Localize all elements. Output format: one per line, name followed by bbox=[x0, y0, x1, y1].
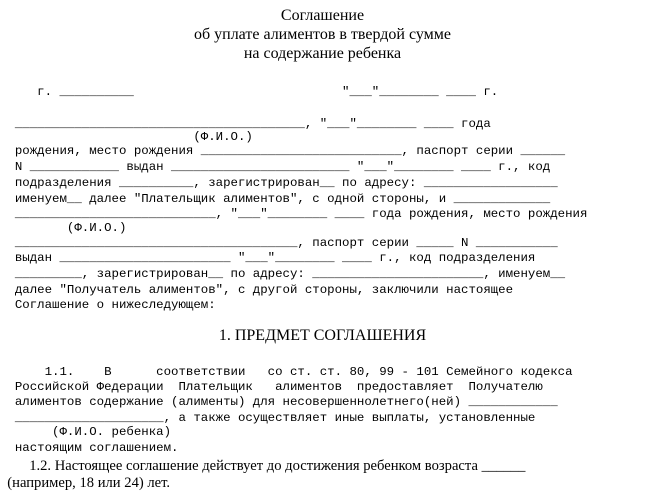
clause-line: настоящим соглашением. bbox=[0, 441, 179, 455]
preamble-line: Соглашение о нижеследующем: bbox=[0, 298, 216, 312]
preamble-line: подразделения __________, зарегистрирован__ по адресу: __________________ bbox=[0, 176, 558, 190]
preamble-line: рождения, место рождения ___________________________, паспорт серии ______ bbox=[0, 144, 566, 158]
preamble-line: (Ф.И.О.) bbox=[0, 130, 253, 144]
title-line-2: об уплате алиментов в твердой сумме bbox=[193, 26, 451, 43]
preamble-line: именуем__ далее "Плательщик алиментов", с одной стороны, и _____________ bbox=[0, 192, 551, 206]
preamble-line: г. __________ "___"________ ____ г. bbox=[0, 85, 499, 99]
title-line-1: Соглашение bbox=[280, 7, 365, 24]
preamble-line: N ____________ выдан ________________________ "___"________ ____ г., код bbox=[0, 160, 551, 174]
clause-line: (Ф.И.О. ребенка) bbox=[0, 425, 172, 439]
title-line-3: на содержание ребенка bbox=[243, 45, 402, 62]
clause-line: 1.2. Настоящее соглашение действует до достижения ребенком возраста ______ bbox=[0, 458, 526, 474]
section-1-heading: 1. ПРЕДМЕТ СОГЛАШЕНИЯ bbox=[218, 327, 427, 344]
clause-line: Российской Федерации Плательщик алиментов предоставляет Получателю bbox=[0, 380, 543, 394]
preamble-line: далее "Получатель алиментов", с другой стороны, заключили настоящее bbox=[0, 283, 514, 297]
preamble-line: _________, зарегистрирован__ по адресу: _______________________, именуем__ bbox=[0, 267, 566, 281]
preamble-line: ______________________________________, паспорт серии _____ N ___________ bbox=[0, 236, 558, 250]
preamble-line: выдан _______________________ "___"________ ____ г., код подразделения bbox=[0, 251, 536, 265]
clause-line: 1.1. В соответствии со ст. ст. 80, 99 - 101 Семейного кодекса bbox=[0, 365, 573, 379]
clause-line: алиментов содержание (алименты) для несовершеннолетнего(ней) ____________ bbox=[0, 395, 558, 409]
preamble-line: _______________________________________, "___"________ ____ года bbox=[0, 117, 491, 131]
preamble-line: ___________________________, "___"________ ____ года рождения, место рождения bbox=[0, 207, 588, 221]
preamble-line: (Ф.И.О.) bbox=[0, 221, 127, 235]
clause-line: (например, 18 или 24) лет. bbox=[0, 475, 171, 491]
clause-line: ____________________, а также осуществляет иные выплаты, установленные bbox=[0, 411, 536, 425]
